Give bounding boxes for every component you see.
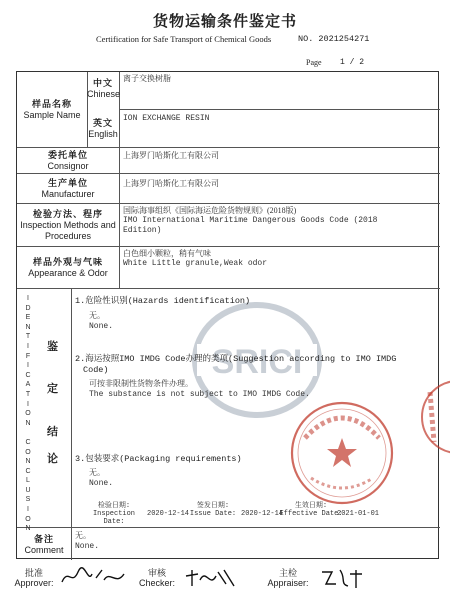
- appraiser-label: 主检 Appraiser:: [267, 568, 309, 588]
- section-packaging-content: 无。 None.: [89, 469, 114, 488]
- vertical-cn-2: 定: [47, 383, 58, 395]
- vertical-letter: N: [25, 419, 31, 427]
- issue-date-value: 2020-12-14: [241, 510, 284, 518]
- appearance-value: 白色细小颗粒，稍有气味 White Little granule,Weak odor: [123, 249, 268, 268]
- chinese-label: 中文 Chinese: [87, 78, 121, 99]
- section-imdg-content: 可按非限制性货物条件办理。 The substance is not subject to IMO IMDG Code.: [89, 380, 310, 399]
- vertical-letter: O: [25, 410, 31, 418]
- section-packaging-title: 3.包装要求(Packaging requirements): [75, 454, 242, 464]
- consignor-label: 委托单位 Consignor: [47, 150, 89, 171]
- identification-conclusion-vertical-label: [23, 294, 33, 534]
- section-hazards-title: 1.危险性识别(Hazards identification): [75, 296, 251, 306]
- vertical-letter: C: [25, 467, 31, 475]
- section-hazards-content: 无。 None.: [89, 312, 114, 331]
- edge-seal-stamp: [418, 372, 450, 462]
- section-imdg-title: 2.海运按照IMO IMDG Code办理的类项(Suggestion according to IMO IMDG Code): [75, 354, 397, 375]
- checker-signature: [182, 566, 238, 590]
- vertical-letter: I: [27, 362, 29, 370]
- document-title-en: Certification for Safe Transport of Chemical Goods: [96, 34, 272, 44]
- sample-name-en: ION EXCHANGE RESIN: [123, 114, 210, 123]
- vertical-letter: C: [25, 438, 31, 446]
- checker-label: 审核 Checker:: [138, 568, 175, 588]
- comment-label: 备注 Comment: [24, 534, 64, 555]
- page-number: 1 / 2: [340, 58, 365, 67]
- vertical-letter: I: [27, 400, 29, 408]
- report-number: NO. 2021254271: [298, 34, 370, 44]
- comment-value: 无。 None.: [75, 532, 100, 551]
- watermark-text: SRICI: [211, 343, 303, 381]
- vertical-letter: I: [27, 506, 29, 514]
- inspection-methods-label: 检验方法、程序 Inspection Methods and Procedures: [20, 209, 116, 241]
- vertical-letter: E: [25, 314, 31, 322]
- issue-date-label: 签发日期: Issue Date:: [189, 502, 237, 518]
- vertical-letter: L: [26, 477, 30, 485]
- inspection-method-value: 国际海事组织《国际海运危险货物规则》(2018版) IMO International Maritime Dangerous Goods Code (2018 Edition): [123, 206, 378, 235]
- vertical-letter: D: [25, 304, 31, 312]
- vertical-letter: N: [25, 323, 31, 331]
- appraiser-signature: [318, 566, 366, 590]
- consignor-value: 上海罗门哈斯化工有限公司: [123, 151, 219, 160]
- document-title-cn: 货物运输条件鉴定书: [152, 14, 297, 30]
- appearance-label: 样品外观与气味 Appearance & Odor: [28, 257, 108, 278]
- vertical-letter: I: [27, 295, 29, 302]
- sample-name-label: 样品名称 Sample Name: [23, 99, 81, 120]
- manufacturer-value: 上海罗门哈斯化工有限公司: [123, 179, 219, 188]
- vertical-letter: N: [25, 458, 31, 466]
- vertical-letter: I: [27, 342, 29, 350]
- english-label: 英文 English: [88, 118, 118, 139]
- vertical-letter: F: [25, 352, 31, 360]
- page-label: Page: [306, 58, 322, 67]
- approver-label: 批准 Approver:: [14, 568, 54, 588]
- sample-name-cn: 离子交换树脂: [123, 74, 171, 83]
- vertical-cn-3: 结: [47, 426, 58, 438]
- vertical-letter: T: [25, 333, 31, 341]
- vertical-letter: A: [25, 381, 31, 389]
- vertical-letter: [23, 428, 33, 438]
- certificate-table: [16, 71, 439, 559]
- vertical-letter: S: [25, 496, 31, 504]
- vertical-letter: O: [25, 515, 31, 523]
- inspection-date-label: 检验日期: Inspection Date:: [92, 502, 135, 526]
- inspection-date-value: 2020-12-14: [147, 510, 190, 518]
- vertical-letter: N: [25, 525, 31, 533]
- vertical-letter: U: [25, 486, 31, 494]
- approver-signature: [58, 566, 128, 590]
- vertical-letter: O: [25, 448, 31, 456]
- effective-date-label: 生效日期: Effective Date:: [279, 502, 343, 518]
- effective-date-value: 2021-01-01: [337, 510, 380, 518]
- vertical-cn-4: 论: [47, 453, 58, 465]
- vertical-letter: C: [25, 371, 31, 379]
- vertical-letter: T: [25, 390, 31, 398]
- manufacturer-label: 生产单位 Manufacturer: [41, 178, 95, 199]
- vertical-cn-1: 鉴: [47, 341, 58, 353]
- company-seal-stamp: [287, 398, 397, 508]
